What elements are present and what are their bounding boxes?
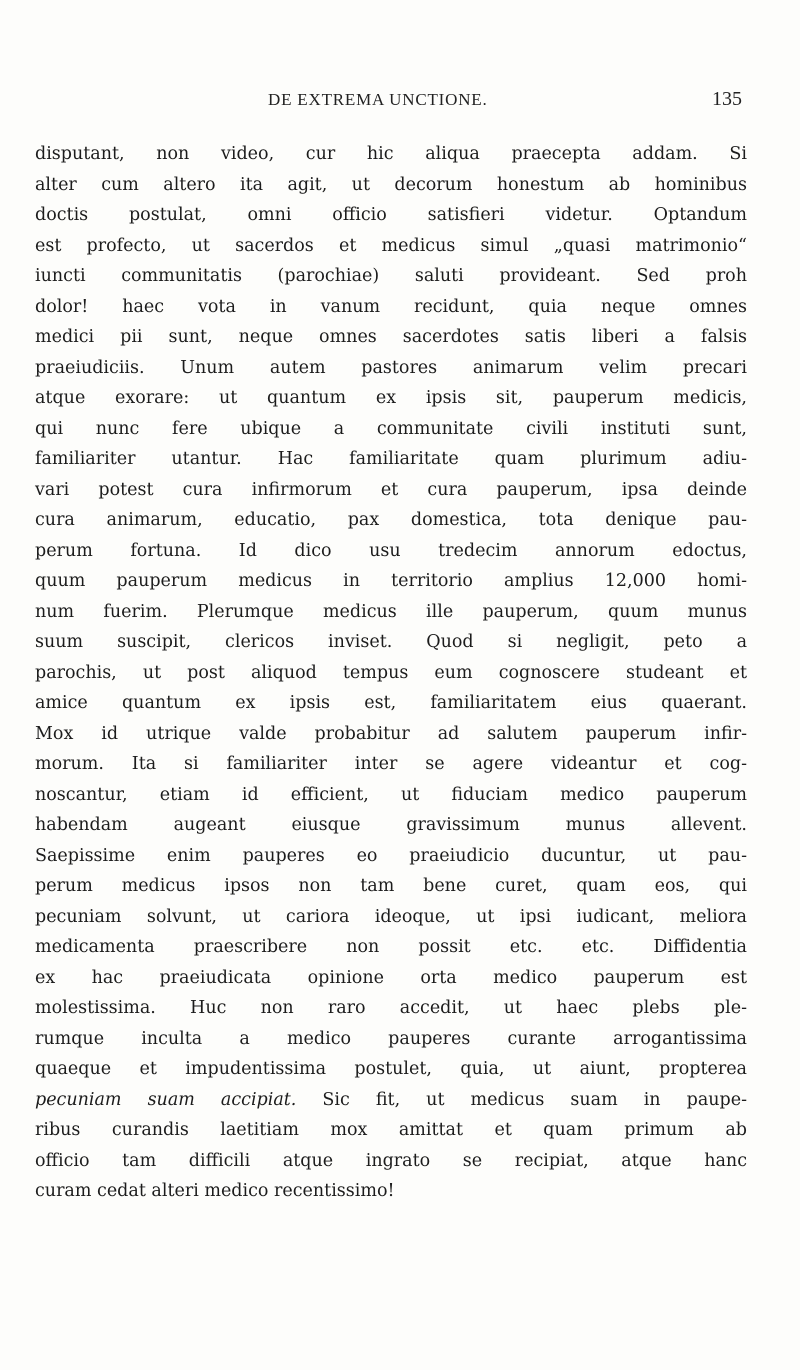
text-line: num fuerim. Plerumque medicus ille pauperum, quum munus bbox=[35, 601, 747, 622]
text-line: medici pii sunt, neque omnes sacerdotes satis liberi a falsis bbox=[35, 327, 747, 347]
text-line: vari potest cura infirmorum et cura pauperum, ipsa deinde bbox=[35, 479, 747, 500]
text-line: Saepissime enim pauperes eo praeiudicio ducuntur, ut pau- bbox=[35, 845, 747, 866]
text-line: atque exorare: ut quantum ex ipsis sit, pauperum medicis, bbox=[35, 388, 747, 408]
text-line: suum suscipit, clericos inviset. Quod si negligit, peto a bbox=[35, 632, 747, 652]
text-line: cura animarum, educatio, pax domestica, tota denique pau- bbox=[35, 510, 747, 530]
text-line: noscantur, etiam id efficient, ut fiduciam medico pauperum bbox=[35, 784, 747, 805]
text-line: amice quantum ex ipsis est, familiaritatem eius quaerant. bbox=[35, 693, 747, 713]
text-line: habendam augeant eiusque gravissimum munus allevent. bbox=[35, 815, 747, 835]
text-line: perum medicus ipsos non tam bene curet, quam eos, qui bbox=[35, 876, 747, 896]
page-header bbox=[0, 90, 800, 120]
text-line: rumque inculta a medico pauperes curante arrogantissima bbox=[35, 1028, 747, 1049]
text-line: disputant, non video, cur hic aliqua praecepta addam. Si bbox=[35, 144, 747, 164]
text-line: officio tam difficili atque ingrato se recipiat, atque hanc bbox=[35, 1150, 747, 1171]
text-line: ex hac praeiudicata opinione orta medico pauperum est bbox=[35, 967, 747, 988]
body-text bbox=[35, 139, 747, 1207]
text-line: molestissima. Huc non raro accedit, ut haec plebs ple- bbox=[35, 998, 747, 1018]
text-line: parochis, ut post aliquod tempus eum cognoscere studeant et bbox=[35, 662, 747, 683]
italic-phrase: pecuniam suam accipiat. bbox=[35, 1089, 297, 1110]
text-line: est profecto, ut sacerdos et medicus simul „quasi matrimonio“ bbox=[35, 235, 747, 256]
text-line: iuncti communitatis (parochiae) saluti provideant. Sed proh bbox=[35, 266, 747, 286]
text-line: qui nunc fere ubique a communitate civili instituti sunt, bbox=[35, 418, 747, 439]
text-line: Mox id utrique valde probabitur ad salutem pauperum infir- bbox=[35, 723, 747, 744]
text-line: praeiudiciis. Unum autem pastores animarum velim precari bbox=[35, 357, 747, 378]
text-fragment: Sic fit, ut medicus suam in paupe- bbox=[296, 1089, 748, 1110]
page-number: 135 bbox=[712, 88, 742, 110]
text-line-final: curam cedat alteri medico recentissimo! bbox=[35, 1181, 395, 1201]
text-line: morum. Ita si familiariter inter se agere videantur et cog- bbox=[35, 754, 747, 774]
text-line: quum pauperum medicus in territorio amplius 12,000 homi- bbox=[35, 571, 747, 591]
text-line: quaeque et impudentissima postulet, quia, ut aiunt, propterea bbox=[35, 1059, 747, 1079]
text-line: pecuniam solvunt, ut cariora ideoque, ut ipsi iudicant, meliora bbox=[35, 906, 747, 927]
text-line: perum fortuna. Id dico usu tredecim annorum edoctus, bbox=[35, 540, 747, 561]
text-line: medicamenta praescribere non possit etc. etc. Diffidentia bbox=[35, 937, 747, 957]
running-title: DE EXTREMA UNCTIONE. bbox=[268, 90, 488, 109]
text-line-mixed bbox=[35, 1085, 747, 1116]
text-line: ribus curandis laetitiam mox amittat et quam primum ab bbox=[35, 1120, 747, 1140]
text-line: familiariter utantur. Hac familiaritate quam plurimum adiu- bbox=[35, 449, 747, 469]
text-line: dolor! haec vota in vanum recidunt, quia neque omnes bbox=[35, 296, 747, 317]
text-line: doctis postulat, omni officio satisfieri videtur. Optandum bbox=[35, 205, 747, 225]
text-line: alter cum altero ita agit, ut decorum honestum ab hominibus bbox=[35, 174, 747, 195]
